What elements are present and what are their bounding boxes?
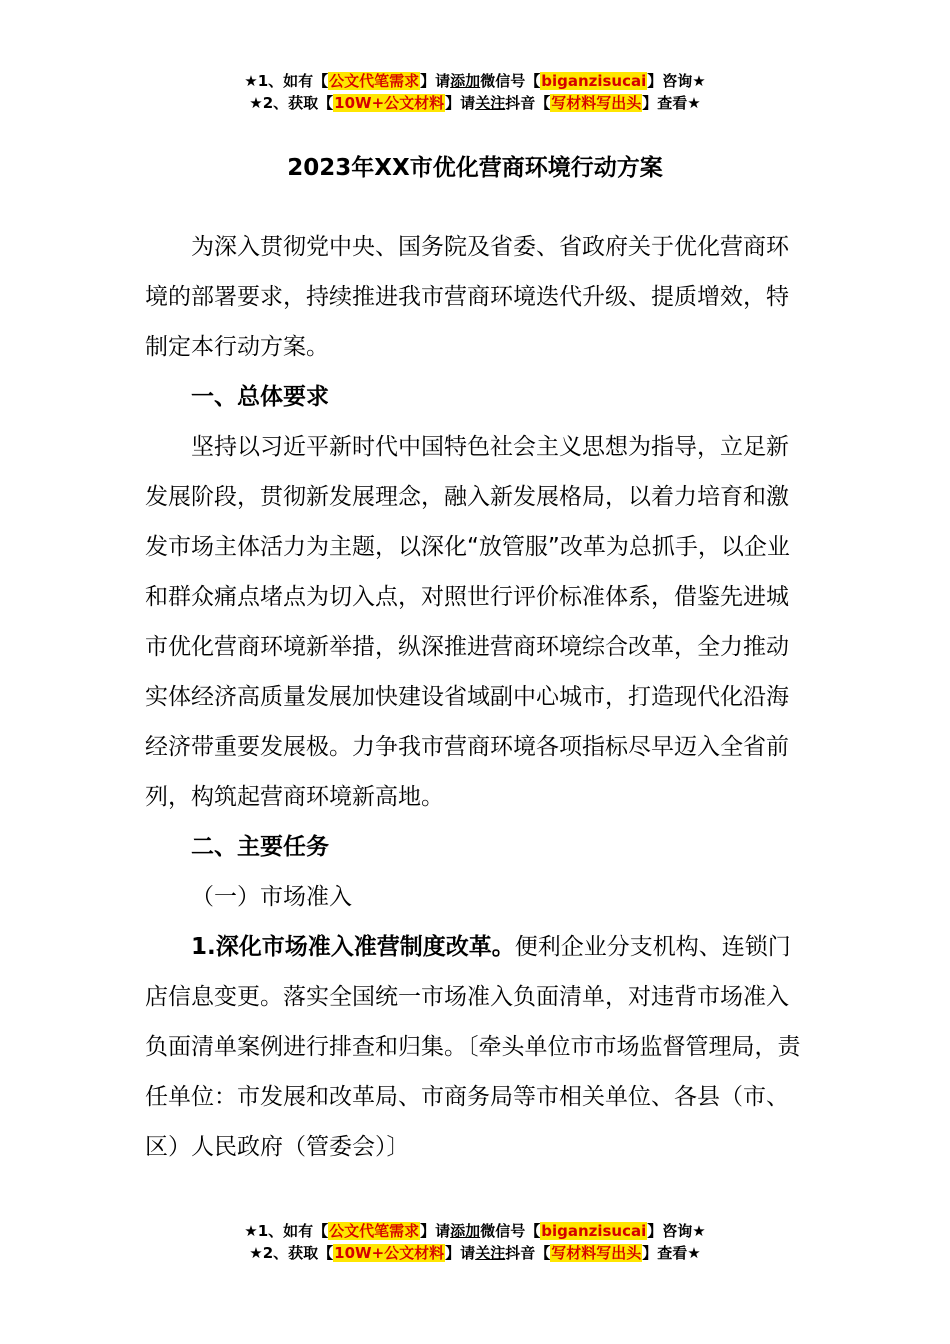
highlight-wechat-id: biganzisucai: [541, 72, 647, 90]
highlight-materials: 10W+公文材料: [334, 94, 445, 112]
star-icon: ★: [244, 72, 258, 90]
subsection-heading: （一）市场准入: [191, 884, 352, 910]
highlight-service: 公文代笔需求: [329, 72, 420, 90]
highlight-wechat-id: biganzisucai: [541, 1222, 647, 1240]
star-icon: ★: [244, 1222, 258, 1240]
item-title: 1.深化市场准入准营制度改革。: [191, 934, 515, 960]
section-heading: 一、总体要求: [191, 384, 329, 410]
star-icon: ★: [692, 72, 706, 90]
star-icon: ★: [249, 1244, 263, 1262]
highlight-douyin: 写材料写出头: [551, 1244, 642, 1262]
intro-paragraph: 为深入贯彻党中央、国务院及省委、省政府关于优化营商环境的部署要求，持续推进我市营商环境迭代升级、提质增效，特制定本行动方案。: [145, 234, 789, 360]
highlight-douyin: 写材料写出头: [551, 94, 642, 112]
highlight-materials: 10W+公文材料: [334, 1244, 445, 1262]
item-body: 便利企业分支机构、连锁门店信息变更。落实全国统一市场准入负面清单，对违背市场准入负面清单案例进行排查和归集。〔牵头单位市市场监督管理局，责任单位：市发展和改革局、市商务局等市相关单位、各县（市、区）人民政府（管委会）〕: [145, 934, 801, 1160]
highlight-service: 公文代笔需求: [329, 1222, 420, 1240]
promo-banner-bottom: [0, 1220, 950, 1264]
document-title: 2023年XX市优化营商环境行动方案: [287, 155, 663, 181]
promo-line-1: ★1、如有【公文代笔需求】请添加微信号【biganzisucai】咨询★: [244, 72, 706, 90]
promo-line-2: ★2、获取【10W+公文材料】请关注抖音【写材料写出头】查看★: [249, 1244, 701, 1262]
promo-banner-top: [0, 70, 950, 114]
star-icon: ★: [692, 1222, 706, 1240]
document-body: [145, 222, 810, 1172]
item-paragraph: [145, 922, 810, 1172]
section-heading: 二、主要任务: [191, 834, 329, 860]
star-icon: ★: [687, 1244, 701, 1262]
star-icon: ★: [687, 94, 701, 112]
promo-line-1: ★1、如有【公文代笔需求】请添加微信号【biganzisucai】咨询★: [244, 1222, 706, 1240]
promo-line-2: ★2、获取【10W+公文材料】请关注抖音【写材料写出头】查看★: [249, 94, 701, 112]
star-icon: ★: [249, 94, 263, 112]
section-paragraph: 坚持以习近平新时代中国特色社会主义思想为指导，立足新发展阶段，贯彻新发展理念，融入新发展格局，以着力培育和激发市场主体活力为主题，以深化“放管服”改革为总抓手，以企业和群众痛点堵点为切入点，对照世行评价标准体系，借鉴先进城市优化营商环境新举措，纵深推进营商环境综合改革，全力推动实体经济高质量发展加快建设省域副中心城市，打造现代化沿海经济带重要发展极。力争我市营商环境各项指标尽早迈入全省前列，构筑起营商环境新高地。: [145, 434, 790, 810]
